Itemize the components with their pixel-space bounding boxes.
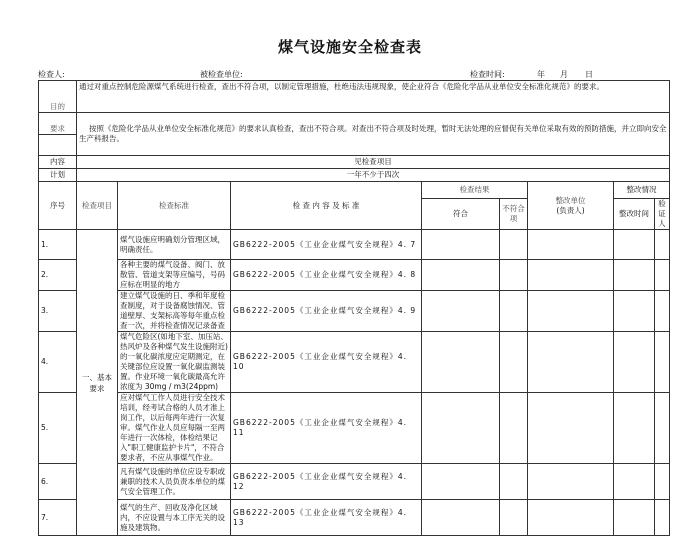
rectify-time-cell[interactable] [614, 260, 655, 291]
col-conform: 符合 [422, 199, 500, 230]
inspected-unit-label: 被检查单位: [200, 70, 243, 79]
table-row [39, 332, 670, 393]
conform-cell[interactable] [422, 260, 500, 291]
table-row [39, 260, 670, 291]
col-standard: 检查标准 [118, 182, 231, 230]
item-number: 5. [39, 393, 77, 464]
unit-cell[interactable] [528, 332, 614, 393]
plan-row [39, 169, 670, 182]
rectify-time-cell[interactable] [614, 291, 655, 332]
purpose-text: 通过对重点控制危险源煤气系统进行检查，查出不符合项，以制定管理措施，杜绝违法违规现象，使企业符合《危险化学品从业单位安全标准化规范》的要求。 [77, 81, 670, 113]
col-verifier: 验证人 [655, 199, 670, 230]
item-number: 7. [39, 500, 77, 536]
nonconform-cell[interactable] [500, 500, 528, 536]
content-label: 内容 [39, 156, 77, 169]
unit-cell[interactable] [528, 260, 614, 291]
col-nonconform: 不符合项 [500, 199, 528, 230]
plan-text: 一年不少于四次 [77, 169, 670, 182]
col-rectify-time: 整改时间 [614, 199, 655, 230]
item-number: 1. [39, 230, 77, 260]
item-basis: GB6222-2005《工业企业煤气安全规程》4. 12 [231, 464, 422, 500]
category-cell: 一、基本要求 [77, 230, 118, 536]
item-number: 3. [39, 291, 77, 332]
unit-cell[interactable] [528, 464, 614, 500]
col-unit-title: 整改单位 [555, 195, 586, 205]
nonconform-cell[interactable] [500, 464, 528, 500]
conform-cell[interactable] [422, 464, 500, 500]
requirement-text: 按照《危险化学品从业单位安全标准化规范》的要求认真检查，查出不符合项。对查出不符合项及时处理，暂时无法处理的应督促有关单位采取有效的预防措施，并立即向安全生产科报告。 [77, 113, 670, 156]
plan-label: 计划 [39, 169, 77, 182]
item-number: 6. [39, 464, 77, 500]
verifier-cell[interactable] [655, 332, 670, 393]
purpose-label: 目的 [39, 81, 77, 113]
purpose-row [39, 81, 670, 113]
rectify-time-cell[interactable] [614, 500, 655, 536]
content-row [39, 156, 670, 169]
unit-cell[interactable] [528, 291, 614, 332]
nonconform-cell[interactable] [500, 393, 528, 464]
item-basis: GB6222-2005《工业企业煤气安全规程》4. 13 [231, 500, 422, 536]
unit-cell[interactable] [528, 500, 614, 536]
page-title: 煤气设施安全检查表 [277, 38, 422, 56]
conform-cell[interactable] [422, 291, 500, 332]
item-standard: 煤气危险区(如地下室、加压站、热风炉及各种煤气发生设施附近)的一氧化碳浓度应定期测定，在关键部位应设置一氧化碳监测装置。作业环境一氧化碳最高允许浓度为 30mg / m3(24ppm) [118, 332, 231, 393]
table-row [39, 500, 670, 536]
rectify-time-cell[interactable] [614, 230, 655, 260]
month-label: 月 [560, 70, 568, 79]
col-project: 检查项目 [77, 182, 118, 230]
item-basis: GB6222-2005《工业企业煤气安全规程》4. 8 [231, 260, 422, 291]
item-basis: GB6222-2005《工业企业煤气安全规程》4. 9 [231, 291, 422, 332]
nonconform-cell[interactable] [500, 291, 528, 332]
item-basis: GB6222-2005《工业企业煤气安全规程》4. 10 [231, 332, 422, 393]
verifier-cell[interactable] [655, 230, 670, 260]
nonconform-cell[interactable] [500, 332, 528, 393]
checklist-table [38, 80, 670, 536]
unit-cell[interactable] [528, 230, 614, 260]
inspection-time-label: 检查时间: [470, 70, 505, 79]
verifier-cell[interactable] [655, 500, 670, 536]
conform-cell[interactable] [422, 393, 500, 464]
rectify-time-cell[interactable] [614, 332, 655, 393]
verifier-cell[interactable] [655, 291, 670, 332]
item-number: 4. [39, 332, 77, 393]
col-basis: 检 查 内 容 及 标 准 [231, 182, 422, 230]
conform-cell[interactable] [422, 500, 500, 536]
item-number: 2. [39, 260, 77, 291]
rectify-time-cell[interactable] [614, 464, 655, 500]
col-rectify: 整改情况 [614, 182, 670, 199]
item-standard: 凡有煤气设施的单位应设专职或兼职的技术人员负责本单位的煤气安全管理工作。 [118, 464, 231, 500]
verifier-cell[interactable] [655, 464, 670, 500]
day-label: 日 [585, 70, 593, 79]
item-standard: 各种主要的煤气设备、阀门、放散管、管道支架等应编号，号码应标在明显的地方 [118, 260, 231, 291]
content-text: 见检查项目 [77, 156, 670, 169]
year-label: 年 [537, 70, 545, 79]
table-row [39, 291, 670, 332]
requirement-spacer [39, 135, 77, 156]
col-result: 检查结果 [422, 182, 528, 199]
column-header-row-1 [39, 182, 670, 199]
requirement-label: 要求 [39, 113, 77, 135]
item-rows [39, 230, 670, 536]
table-row [39, 393, 670, 464]
col-seq: 序号 [39, 182, 77, 230]
item-standard: 煤气的生产、回收及净化区域内，不应设置与本工序无关的设施及建筑物。 [118, 500, 231, 536]
item-standard: 建立煤气设施的日、季和年度检查制度，对于设备腐蚀情况、管道壁厚、支架标高等每年重点检查一次，并将检查情况记录备查 [118, 291, 231, 332]
inspector-label: 检查人: [38, 70, 65, 79]
col-unit [528, 182, 614, 230]
conform-cell[interactable] [422, 230, 500, 260]
item-standard: 应对煤气工作人员进行安全技术培训，经考试合格的人员才准上岗工作，以后每两年进行一次复审。煤气作业人员应每隔一至两年进行一次体检，体检结果记入"职工健康监护卡片"，不符合要求者，不应从事煤气作业。 [118, 393, 231, 464]
requirement-row [39, 113, 670, 135]
verifier-cell[interactable] [655, 393, 670, 464]
item-standard: 煤气设施应明确划分管理区域，明确责任。 [118, 230, 231, 260]
nonconform-cell[interactable] [500, 260, 528, 291]
table-row [39, 464, 670, 500]
unit-cell[interactable] [528, 393, 614, 464]
verifier-cell[interactable] [655, 260, 670, 291]
item-basis: GB6222-2005《工业企业煤气安全规程》4. 11 [231, 393, 422, 464]
rectify-time-cell[interactable] [614, 393, 655, 464]
item-basis: GB6222-2005《工业企业煤气安全规程》4. 7 [231, 230, 422, 260]
col-unit-sub: (负责人) [556, 205, 585, 215]
nonconform-cell[interactable] [500, 230, 528, 260]
conform-cell[interactable] [422, 332, 500, 393]
table-row [39, 230, 670, 260]
